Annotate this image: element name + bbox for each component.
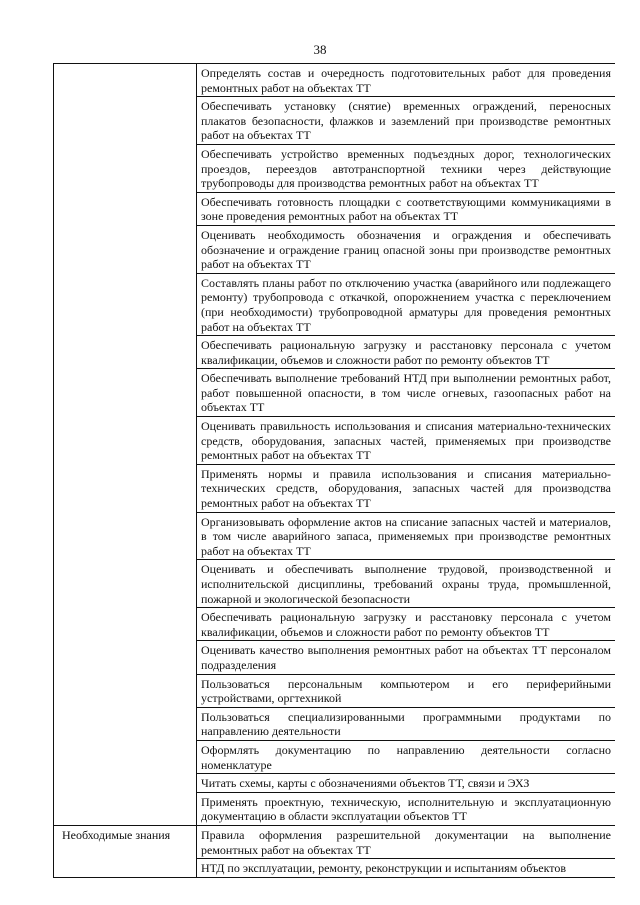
requirement-cell xyxy=(197,608,616,641)
requirement-text: Обеспечивать устройство временных подъездных дорог, технологических проездов, переездов автотранспортной техники через действующие трубопроводы для производства ремонтных работ на объектах ТТ xyxy=(201,146,611,191)
requirement-text: Пользоваться специализированными программными продуктами по направлению деятельности xyxy=(201,709,611,739)
requirement-cell xyxy=(197,774,616,793)
requirement-text: Оценивать и обеспечивать выполнение трудовой, производственной и исполнительской дисциплины, требований охраны труда, промышленной, пожарной и экологической безопасности xyxy=(201,562,611,606)
requirement-text: Организовывать оформление актов на списание запасных частей и материалов, в том числе аварийного запаса, применяемых при производстве ремонтных работ на объектах ТТ xyxy=(201,514,611,558)
requirement-text: Оценивать правильность использования и списания материально-технических средств, оборудования, запасных частей, применяемых при производстве ремонтных работ на объектах ТТ xyxy=(201,419,611,463)
requirement-text: НТД по эксплуатации, ремонту, реконструкции и испытаниям объектов xyxy=(201,861,567,876)
requirement-cell xyxy=(197,740,616,773)
requirement-text: Оформлять документацию по направлению деятельности согласно номенклатуре xyxy=(201,742,611,772)
requirement-cell xyxy=(197,417,616,465)
requirement-cell xyxy=(197,144,616,192)
requirement-cell xyxy=(197,792,616,825)
requirement-cell xyxy=(197,859,616,878)
section-label-cell xyxy=(54,64,197,826)
requirement-cell xyxy=(197,674,616,707)
requirements-table xyxy=(53,63,615,878)
requirement-text: Применять нормы и правила использования и списания материально-технических средств, оборудования, запасных частей для производства ремонтных работ на объектах ТТ xyxy=(201,466,611,511)
requirement-text: Обеспечивать рациональную загрузку и расстановку персонала с учетом квалификации, объемов и сложности работ по ремонту объектов ТТ xyxy=(201,338,611,367)
section-label: Необходимые знания xyxy=(62,827,171,842)
section-label-cell xyxy=(54,825,197,877)
requirement-cell xyxy=(197,97,616,145)
page-number: 38 xyxy=(313,42,327,57)
requirements-table-wrapper xyxy=(53,63,615,905)
requirement-cell xyxy=(197,707,616,740)
requirement-cell xyxy=(197,369,616,417)
requirement-text: Применять проектную, техническую, исполнительную и эксплуатационную документацию в области эксплуатации объектов ТТ xyxy=(201,794,611,824)
requirement-text: Читать схемы, карты с обозначениями объектов ТТ, связи и ЭХЗ xyxy=(201,776,530,791)
requirement-cell xyxy=(197,825,616,858)
table-row xyxy=(54,64,616,97)
requirement-cell xyxy=(197,464,616,512)
requirements-table-body xyxy=(54,64,616,878)
requirement-cell xyxy=(197,192,616,225)
table-row xyxy=(54,825,616,858)
requirement-text: Обеспечивать установку (снятие) временных ограждений, переносных плакатов безопасности, флажков и заземлений при производстве ремонтных работ на объектах ТТ xyxy=(201,99,611,143)
requirement-cell xyxy=(197,641,616,674)
requirement-cell xyxy=(197,225,616,273)
requirement-text: Обеспечивать готовность площадки с соответствующими коммуникациями в зоне проведения ремонтных работ на объектах ТТ xyxy=(201,194,611,224)
requirement-cell xyxy=(197,560,616,608)
requirement-text: Правила оформления разрешительной документации на выполнение ремонтных работ на объектах ТТ xyxy=(201,827,611,857)
requirement-text: Составлять планы работ по отключению участка (аварийного или подлежащего ремонту) трубопровода с откачкой, опорожнением участка с переключением (при необходимости) трубопроводной арматуры для проведения ремонтных работ на объектах ТТ xyxy=(201,275,611,334)
requirement-text: Обеспечивать рациональную загрузку и расстановку персонала с учетом квалификации, объемов и сложности работ по ремонту объектов ТТ xyxy=(201,610,611,639)
requirement-cell xyxy=(197,512,616,560)
requirement-text: Пользоваться персональным компьютером и его периферийными устройствами, оргтехникой xyxy=(201,676,611,706)
requirement-text: Определять состав и очередность подготовительных работ для проведения ремонтных работ на объектах ТТ xyxy=(201,66,611,95)
requirement-cell xyxy=(197,336,616,369)
requirement-cell xyxy=(197,273,616,335)
requirement-text: Обеспечивать выполнение требований НТД при выполнении ремонтных работ, работ повышенной опасности, в том числе огневых, газоопасных работ на объектах ТТ xyxy=(201,371,611,415)
requirement-text: Оценивать качество выполнения ремонтных работ на объектах ТТ персоналом подразделения xyxy=(201,643,611,672)
requirement-text: Оценивать необходимость обозначения и ограждения и обеспечивать обозначение и ограждение границ опасной зоны при производстве ремонтных работ на объектах ТТ xyxy=(201,227,611,272)
requirement-cell xyxy=(197,64,616,97)
